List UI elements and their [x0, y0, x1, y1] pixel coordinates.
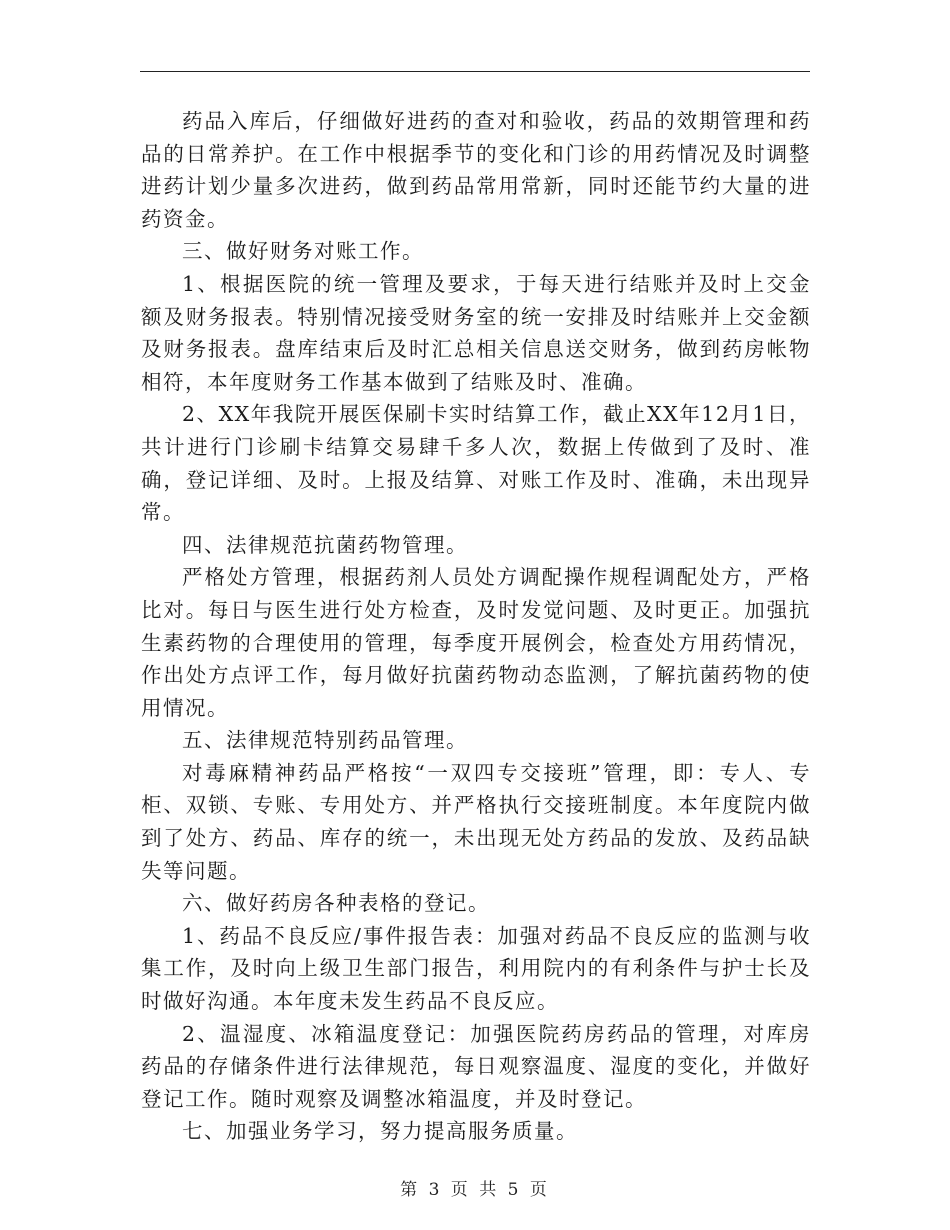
section-heading: 五、法律规范特别药品管理。	[182, 728, 468, 753]
paragraph: 严格处方管理，根据药剂人员处方调配操作规程调配处方，严格比对。每日与医生进行处方检查，及时发觉问题、及时更正。加强抗生素药物的合理使用的管理，每季度开展例会，检查处方用药情况，作出处方点评工作，每月做好抗菌药物动态监测，了解抗菌药物的使用情况。	[141, 565, 811, 720]
paragraph: 对毒麻精神药品严格按“一双四专交接班”管理，即：专人、专柜、双锁、专账、专用处方、并严格执行交接班制度。本年度院内做到了处方、药品、库存的统一，未出现无处方药品的发放、及药品缺失等问题。	[141, 760, 811, 883]
section-heading: 四、法律规范抗菌药物管理。	[182, 532, 468, 557]
paragraph: 1、药品不良反应/事件报告表：加强对药品不良反应的监测与收集工作，及时向上级卫生部门报告，利用院内的有利条件与护士长及时做好沟通。本年度未发生药品不良反应。	[141, 923, 811, 1014]
paragraph: 2、XX年我院开展医保刷卡实时结算工作，截止XX年12月1日，共计进行门诊刷卡结算交易肆千多人次，数据上传做到了及时、准确，登记详细、及时。上报及结算、对账工作及时、准确，未出现异常。	[141, 402, 811, 525]
paragraph: 2、温湿度、冰箱温度登记：加强医院药房药品的管理，对库房药品的存储条件进行法律规范，每日观察温度、湿度的变化，并做好登记工作。随时观察及调整冰箱温度，并及时登记。	[141, 1021, 811, 1111]
header-rule	[140, 71, 810, 72]
document-body	[141, 105, 811, 1148]
section-heading: 七、加强业务学习，努力提高服务质量。	[182, 1119, 578, 1144]
paragraph: 1、根据医院的统一管理及要求，于每天进行结账并及时上交金额及财务报表。特别情况接受财务室的统一安排及时结账并上交金额及财务报表。盘库结束后及时汇总相关信息送交财务，做到药房帐物相符，本年度财务工作基本做到了结账及时、准确。	[141, 271, 811, 394]
paragraph: 药品入库后，仔细做好进药的查对和验收，药品的效期管理和药品的日常养护。在工作中根据季节的变化和门诊的用药情况及时调整进药计划少量多次进药，做到药品常用常新，同时还能节约大量的进药资金。	[141, 109, 811, 231]
section-heading: 六、做好药房各种表格的登记。	[182, 891, 490, 916]
page-number-footer: 第 3 页 共 5 页	[400, 1180, 550, 1200]
section-heading: 三、做好财务对账工作。	[182, 239, 424, 264]
